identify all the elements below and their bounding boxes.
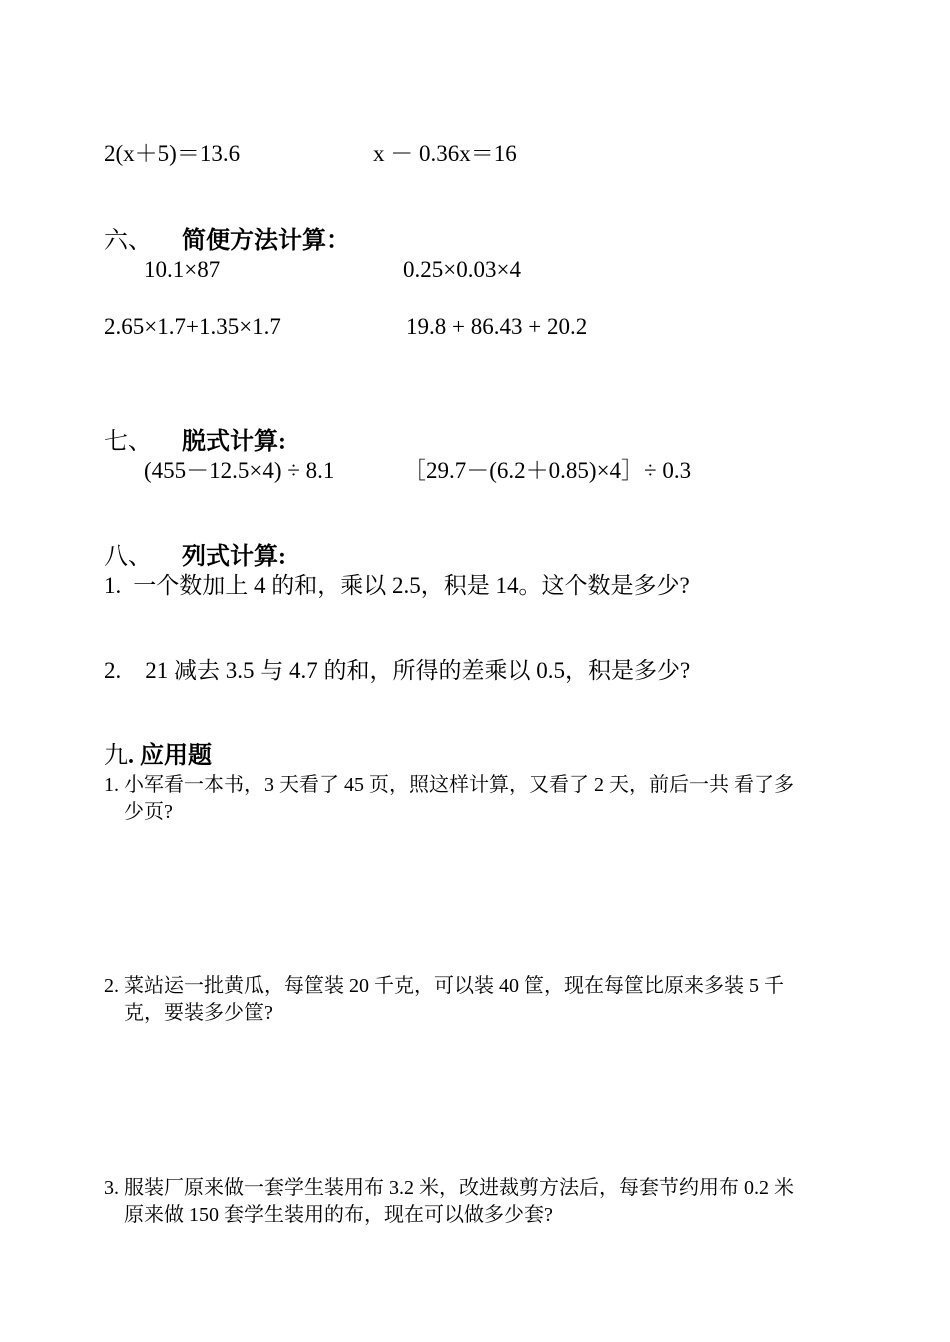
- problem-line-1: 2. 菜站运一批黄瓜，每筐装 20 千克，可以装 40 筐，现在每筐比原来多装 5 千: [104, 975, 784, 997]
- problem-line-2: 原来做 150 套学生装用的布，现在可以做多少套?: [124, 1204, 553, 1226]
- problem-line-2: 克，要装多少筐?: [124, 1002, 273, 1024]
- equation-2: x － 0.36x＝16: [373, 141, 517, 166]
- section-7-title: 脱式计算:: [182, 429, 286, 455]
- section-6-item-4: 19.8 + 86.43 + 20.2: [406, 314, 588, 339]
- section-6-item-1: 10.1×87: [144, 257, 221, 282]
- section-8-question-2: [104, 657, 690, 685]
- section-8-number: 八、: [104, 544, 152, 570]
- section-9-title: . 应用题: [128, 743, 212, 769]
- section-6-item-2: 0.25×0.03×4: [403, 257, 521, 282]
- section-9-number: 九: [104, 743, 128, 769]
- question-label: 1.: [104, 573, 122, 598]
- section-8-heading: [104, 543, 286, 571]
- section-6-title: 简便方法计算：: [182, 228, 350, 254]
- section-8-title: 列式计算:: [182, 544, 286, 570]
- problem-line-1: 3. 服装厂原来做一套学生装用布 3.2 米，改进裁剪方法后，每套节约用布 0.2 米: [104, 1177, 794, 1199]
- section-8-question-1: [104, 572, 690, 600]
- equation-1: 2(x＋5)＝13.6: [104, 141, 241, 166]
- application-problem-2: [104, 973, 849, 1027]
- section-7-heading: [104, 428, 286, 456]
- question-text: 一个数加上 4 的和，乘以 2.5，积是 14。这个数是多少?: [133, 573, 690, 598]
- question-text: 21 减去 3.5 与 4.7 的和，所得的差乘以 0.5，积是多少?: [145, 658, 691, 683]
- question-label: 2.: [104, 658, 122, 683]
- section-7-item-1: (455－12.5×4) ÷ 8.1: [144, 458, 335, 483]
- section-7-number: 七、: [104, 429, 152, 455]
- section-9-heading: [104, 742, 212, 770]
- problem-line-2: 少页?: [124, 801, 173, 823]
- section-6-heading: [104, 227, 350, 255]
- application-problem-3: [104, 1175, 849, 1229]
- section-7-item-2: ［29.7－(6.2＋0.85)×4］÷ 0.3: [403, 458, 692, 483]
- section-6-item-3: 2.65×1.7+1.35×1.7: [104, 314, 281, 339]
- problem-line-1: 1. 小军看一本书，3 天看了 45 页，照这样计算，又看了 2 天，前后一共 看了多: [104, 774, 794, 796]
- application-problem-1: [104, 772, 849, 826]
- section-6-number: 六、: [104, 228, 152, 254]
